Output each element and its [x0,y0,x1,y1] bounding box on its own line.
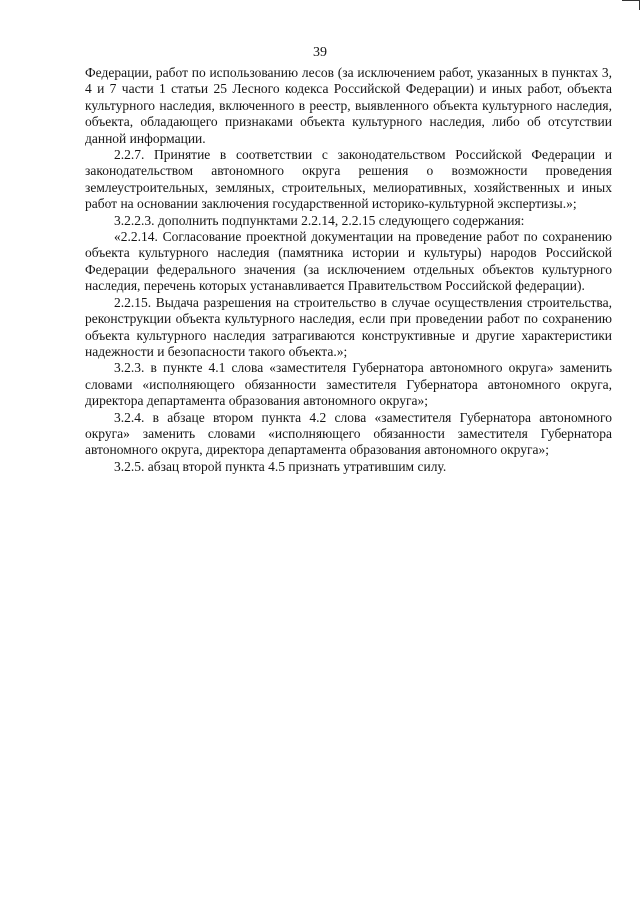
paragraph-3-2-2-3: 3.2.2.3. дополнить подпунктами 2.2.14, 2.2.15 следующего содержания: [114,212,525,228]
paragraph-2-2-7: 2.2.7. Принятие в соответствии с законодательством Российской Федерации и законодательством автономного округа решения о возможности проведения землеустроительных, земляных, строительных, мелиоративных, хозяйственных и иных работ на основании заключения государственной историко-культурной экспертизы.»; [85,147,612,212]
corner-mark [622,0,640,10]
paragraph-continuation: Федерации, работ по использованию лесов (за исключением работ, указанных в пунктах 3, 4 и 7 части 1 статьи 25 Лесного кодекса Российской Федерации) и иных работ, объекта культурного наследия, включенного в реестр, выявленного объекта культурного наследия, объекта, обладающего признаками объекта культурного наследия, либо об отсутствии данной информации. [85,65,612,146]
paragraph-3-2-3: 3.2.3. в пункте 4.1 слова «заместителя Губернатора автономного округа» заменить словами «исполняющего обязанности заместителя Губернатора автономного округа, директора департамента образования автономного округа»; [85,360,612,409]
paragraph-2-2-15: 2.2.15. Выдача разрешения на строительство в случае осуществления строительства, реконструкции объекта культурного наследия, если при проведении работ по сохранению объекта культурного наследия затрагиваются конструктивные и другие характеристики надежности и безопасности такого объекта.»; [85,294,612,359]
paragraph-2-2-14: «2.2.14. Согласование проектной документации на проведение работ по сохранению объекта культурного наследия (памятника истории и культуры) народов Российской Федерации федерального значения (за исключением отдельных объектов культурного наследия, перечень которых устанавливается Правительством Российской федерации). [85,229,612,294]
page-number: 39 [313,45,327,60]
document-body [85,65,612,475]
paragraph-3-2-4: 3.2.4. в абзаце втором пункта 4.2 слова «заместителя Губернатора автономного округа» заменить словами «исполняющего обязанности заместителя Губернатора автономного округа, директора департамента образования автономного округа»; [85,409,612,458]
paragraph-3-2-5: 3.2.5. абзац второй пункта 4.5 признать утратившим силу. [114,458,447,474]
